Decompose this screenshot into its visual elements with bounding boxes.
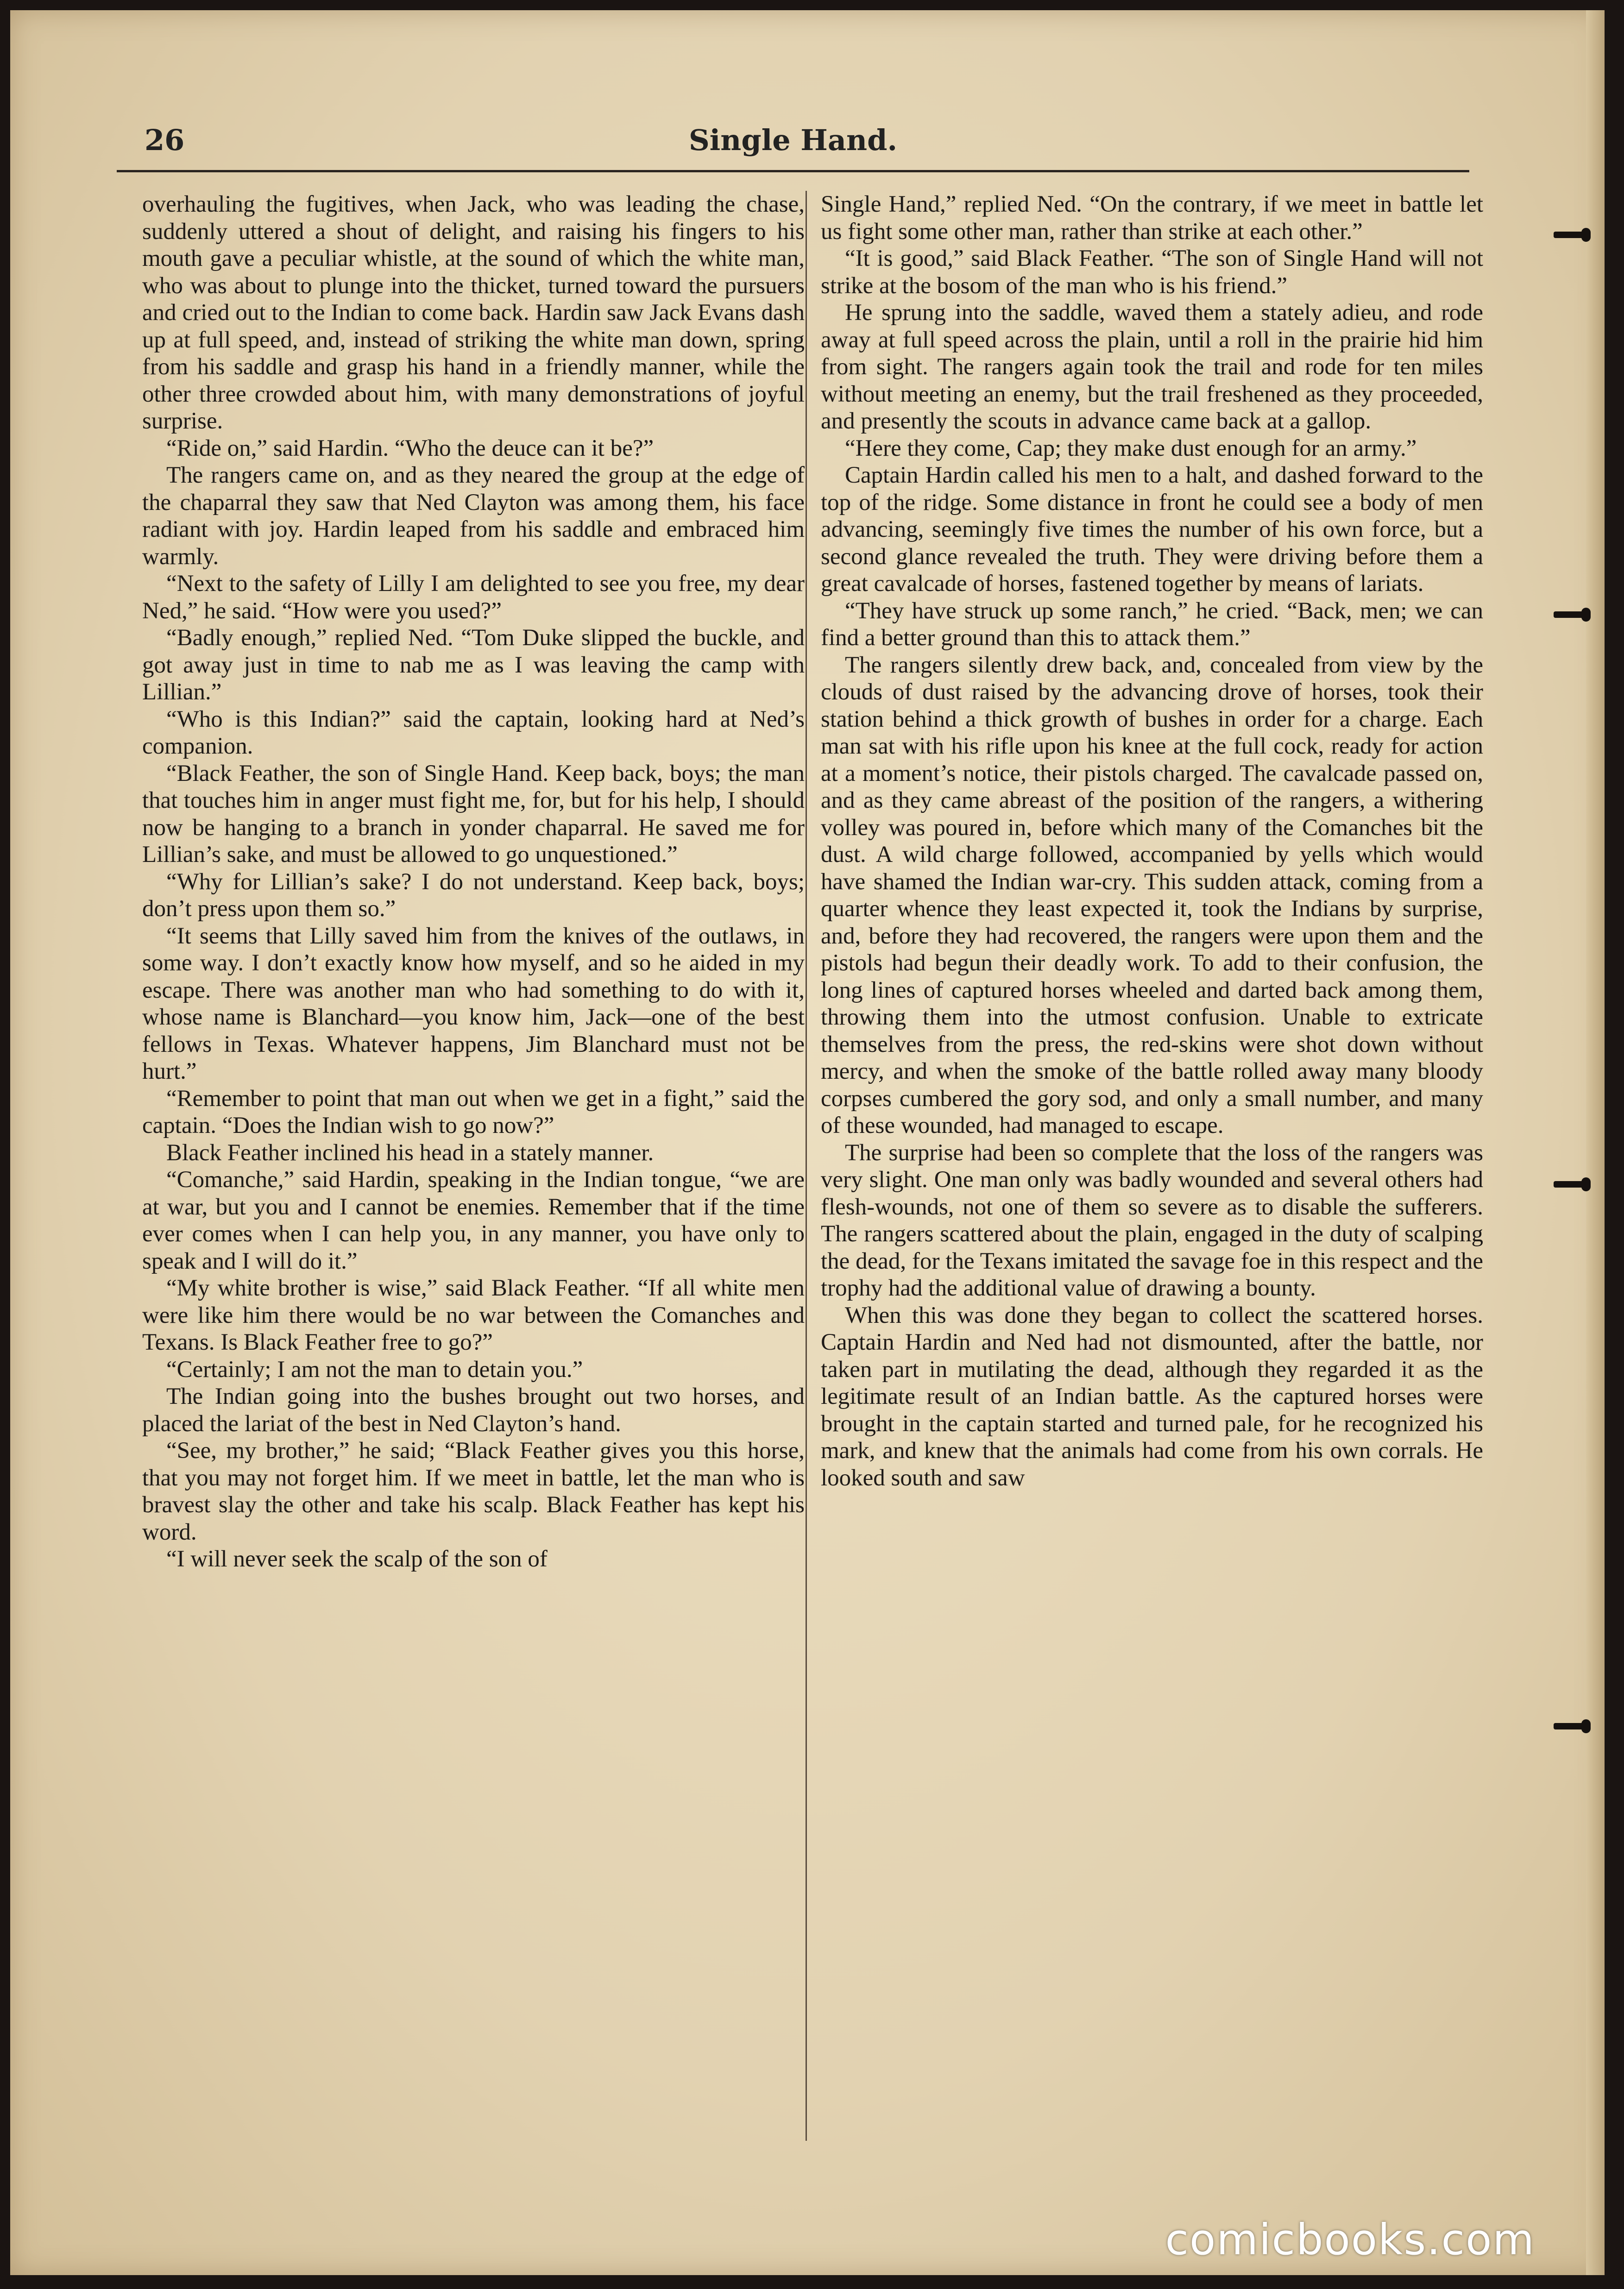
binding-staple — [1554, 232, 1586, 238]
header-rule — [117, 170, 1469, 172]
paragraph: “Who is this Indian?” said the captain, looking hard at Ned’s companion. — [142, 706, 805, 759]
paragraph: “Comanche,” said Hardin, speaking in the Indian tongue, “we are at war, but you and I cannot be enemies. Remember that if the time ever comes when I can help you, in any manner, you have only to speak and I will do it.” — [142, 1167, 805, 1274]
paragraph: “Next to the safety of Lilly I am delighted to see you free, my dear Ned,” he said. “How were you used?” — [142, 571, 805, 624]
paragraph: The rangers came on, and as they neared the group at the edge of the chaparral they saw that Ned Clayton was among them, his face radiant with joy. Hardin leaped from his saddle and embraced him warmly. — [142, 462, 805, 570]
paragraph: “Here they come, Cap; they make dust enough for an army.” — [845, 435, 1417, 461]
paragraph: “It is good,” said Black Feather. “The son of Single Hand will not strike at the bosom of the man who is his friend.” — [821, 245, 1483, 299]
right-column — [821, 191, 1483, 1491]
paragraph: “My white brother is wise,” said Black Feather. “If all white men were like him there would be no war between the Comanches and Texans. Is Black Feather free to go?” — [142, 1275, 805, 1355]
page-number: 26 — [145, 123, 185, 157]
paragraph: overhauling the fugitives, when Jack, who was leading the chase, suddenly uttered a shout of delight, and raising his fingers to his mouth gave a peculiar whistle, at the sound of which the white man, who was about to plunge into the thicket, turned toward the pursuers and cried out to the Indian to come back. Hardin saw Jack Evans dash up at full speed, and, instead of striking the white man down, spring from his saddle and grasp his hand in a friendly manner, while the other three crowded about him, with many demonstrations of joyful surprise. — [142, 191, 805, 434]
paragraph: Captain Hardin called his men to a halt, and dashed forward to the top of the ridge. Some distance in front he could see a body of men advancing, seemingly five times the number of his own force, but a second glance revealed the truth. They were driving before them a great cavalcade of horses, fastened together by means of lariats. — [821, 462, 1483, 597]
paragraph: “They have struck up some ranch,” he cried. “Back, men; we can find a better ground than this to attack them.” — [821, 597, 1483, 651]
page-spine — [1586, 10, 1605, 2275]
paragraph: “Certainly; I am not the man to detain you.” — [166, 1356, 583, 1383]
binding-staple — [1554, 1181, 1586, 1188]
paragraph: “Why for Lillian’s sake? I do not understand. Keep back, boys; don’t press upon them so.” — [142, 868, 805, 922]
paragraph: Single Hand,” replied Ned. “On the contrary, if we meet in battle let us fight some other man, rather than strike at each other.” — [821, 191, 1483, 245]
running-title: Single Hand. — [688, 123, 898, 157]
paragraph: The rangers silently drew back, and, concealed from view by the clouds of dust raised by the advancing drove of horses, took their station behind a thick growth of bushes in order for a charge. Each man sat with his rifle upon his knee at the full cock, ready for action at a moment’s notice, their pistols charged. The cavalcade passed on, and as they came abreast of the position of the rangers, a withering volley was poured in, before which many of the Comanches bit the dust. A wild charge followed, accompanied by yells which would have shamed the Indian war-cry. This sudden attack, coming from a quarter whence they least expected it, took the Indians by surprise, and, before they had recovered, the rangers were upon them and the pistols had begun their deadly work. To add to their confusion, the long lines of captured horses wheeled and darted back among them, throwing them into the utmost confusion. Unable to extricate themselves from the press, the red-skins were shot down without mercy, and when the smoke of the battle rolled away many bloody corpses cumbered the gory sod, and only a small number, and many of these wounded, had managed to escape. — [821, 652, 1483, 1138]
left-column — [142, 191, 805, 1573]
paragraph: “See, my brother,” he said; “Black Feather gives you this horse, that you may not forget him. If we meet in battle, let the man who is bravest slay the other and take his scalp. Black Feather has kept his word. — [142, 1438, 805, 1545]
binding-staple — [1554, 1723, 1586, 1729]
paragraph: “I will never seek the scalp of the son of — [166, 1546, 548, 1572]
binding-staple — [1554, 611, 1586, 618]
paragraph: “Badly enough,” replied Ned. “Tom Duke slipped the buckle, and got away just in time to nab me as I was leaving the camp with Lillian.” — [142, 625, 805, 705]
paragraph: The surprise had been so complete that the loss of the rangers was very slight. One man only was badly wounded and several others had flesh-wounds, not one of them so severe as to disable the sufferers. The rangers scattered about the plain, engaged in the duty of scalping the dead, for the Texans imitated the savage foe in this respect and the trophy had the additional value of drawing a bounty. — [821, 1139, 1483, 1301]
paragraph: He sprung into the saddle, waved them a stately adieu, and rode away at full speed across the plain, until a roll in the prairie hid him from sight. The rangers again took the trail and rode for ten miles without meeting an enemy, but the trail freshened as they proceeded, and presently the scouts in advance came back at a gallop. — [821, 300, 1483, 434]
paragraph: “Remember to point that man out when we get in a fight,” said the captain. “Does the Indian wish to go now?” — [142, 1085, 805, 1138]
watermark-logo: comicbooks.com — [1165, 2215, 1535, 2264]
paragraph: “Black Feather, the son of Single Hand. Keep back, boys; the man that touches him in anger must fight me, for, but for his help, I should now be hanging to a branch in yonder chaparral. He saved me for Lillian’s sake, and must be allowed to go unquestioned.” — [142, 760, 805, 868]
paragraph: “It seems that Lilly saved him from the knives of the outlaws, in some way. I don’t exactly know how myself, and so he aided in my escape. There was another man who had something to do with it, whose name is Blanchard—you know him, Jack—one of the best fellows in Texas. Whatever happens, Jim Blanchard must not be hurt.” — [142, 923, 805, 1084]
paragraph: Black Feather inclined his head in a stately manner. — [166, 1139, 654, 1166]
paragraph: When this was done they began to collect the scattered horses. Captain Hardin and Ned had not dismounted, after the battle, nor taken part in mutilating the dead, although they regarded it as the legitimate result of an Indian battle. As the captured horses were brought in the captain started and turned pale, for he recognized his mark, and knew that the animals had come from his own corrals. He looked south and saw — [821, 1302, 1483, 1491]
paragraph: “Ride on,” said Hardin. “Who the deuce can it be?” — [166, 435, 654, 461]
book-page — [10, 10, 1605, 2275]
paragraph: The Indian going into the bushes brought out two horses, and placed the lariat of the best in Ned Clayton’s hand. — [142, 1383, 805, 1437]
page-header — [117, 117, 1469, 168]
column-divider — [806, 191, 807, 2141]
